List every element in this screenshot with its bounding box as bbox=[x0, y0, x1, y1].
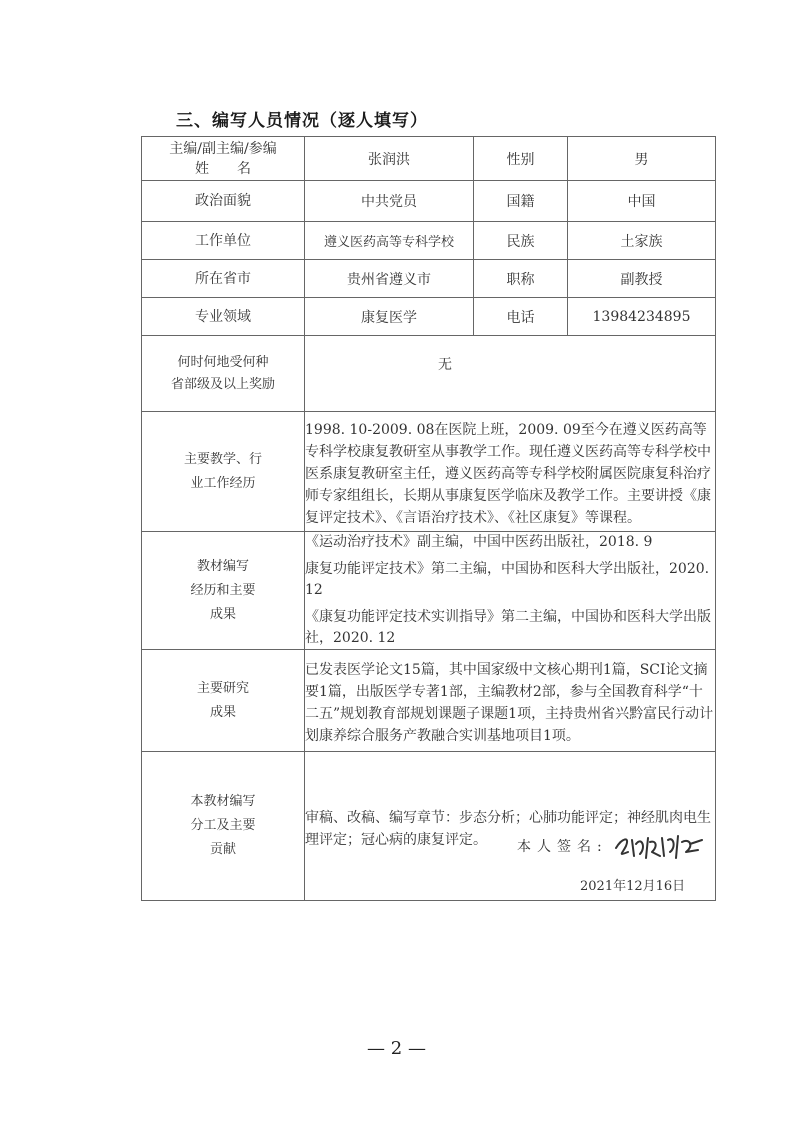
page-number: — 2 — bbox=[367, 1038, 426, 1059]
experience-label-line1: 主要教学、行 bbox=[183, 451, 262, 467]
author-info-table bbox=[141, 136, 716, 901]
name-value: 张润洪 bbox=[305, 137, 474, 181]
work-unit-value: 遵义医药高等专科学校 bbox=[305, 222, 474, 260]
work-unit-label: 工作单位 bbox=[142, 222, 305, 260]
row-name bbox=[142, 137, 716, 181]
ethnicity-label: 民族 bbox=[474, 222, 568, 260]
row-field bbox=[142, 298, 716, 336]
title-value: 副教授 bbox=[568, 260, 716, 298]
awards-label bbox=[142, 336, 305, 412]
awards-label-line1: 何时何地受何种 bbox=[177, 354, 269, 370]
row-research bbox=[142, 650, 716, 752]
awards-value: 无 bbox=[305, 336, 716, 412]
row-experience bbox=[142, 412, 716, 532]
name-label-line2: 姓 名 bbox=[195, 160, 251, 177]
handwritten-signature bbox=[612, 826, 708, 866]
phone-value: 13984234895 bbox=[568, 298, 716, 336]
gender-value: 男 bbox=[568, 137, 716, 181]
title-label: 职称 bbox=[474, 260, 568, 298]
row-awards bbox=[142, 336, 716, 412]
row-work-unit bbox=[142, 222, 716, 260]
awards-label-line2: 省部级及以上奖励 bbox=[170, 376, 275, 392]
experience-text: 1998. 10-2009. 08在医院上班，2009. 09至今在遵义医药高等专科学校康复教研室从事教学工作。现任遵义医药高等专科学校中医系康复教研室主任，遵义医药高等专科学校附属医院康复科治疗师专家组组长，长期从事康复医学临床及教学工作。主要讲授《康复评定技术》、《言语治疗技术》、《社区康复》等课程。 bbox=[305, 412, 716, 532]
political-value: 中共党员 bbox=[305, 181, 474, 222]
political-label: 政治面貌 bbox=[142, 181, 305, 222]
field-label: 专业领域 bbox=[142, 298, 305, 336]
textbooks-label-line2: 经历和主要 bbox=[190, 582, 256, 598]
research-label-line2: 成果 bbox=[209, 704, 236, 720]
section-title: 三、编写人员情况（逐人填写） bbox=[176, 111, 428, 131]
textbook-item: 《运动治疗技术》副主编，中国中医药出版社，2018. 9 bbox=[305, 534, 653, 550]
experience-label bbox=[142, 412, 305, 532]
signature-date: 2021年12月16日 bbox=[580, 879, 686, 894]
field-value: 康复医学 bbox=[305, 298, 474, 336]
experience-label-line2: 业工作经历 bbox=[190, 475, 256, 491]
row-political bbox=[142, 181, 716, 222]
division-text: 审稿、改稿、编写章节：步态分析；心肺功能评定；神经肌肉电生理评定；冠心病的康复评定。 bbox=[305, 809, 711, 848]
research-label-line1: 主要研究 bbox=[196, 680, 249, 696]
phone-label: 电话 bbox=[474, 298, 568, 336]
name-label-line1: 主编/副主编/参编 bbox=[169, 140, 277, 157]
signature-label: 本人签名: bbox=[517, 839, 608, 855]
division-label-line1: 本教材编写 bbox=[190, 794, 256, 809]
textbooks-label-line1: 教材编写 bbox=[196, 558, 249, 574]
division-label bbox=[142, 752, 305, 901]
textbooks-label bbox=[142, 532, 305, 650]
research-label bbox=[142, 650, 305, 752]
division-label-line2: 分工及主要 bbox=[190, 818, 256, 833]
row-city bbox=[142, 260, 716, 298]
textbook-item: 《康复功能评定技术实训指导》第二主编，中国协和医科大学出版社，2020. 12 bbox=[305, 609, 711, 646]
nationality-value: 中国 bbox=[568, 181, 716, 222]
nationality-label: 国籍 bbox=[474, 181, 568, 222]
row-textbooks bbox=[142, 532, 716, 650]
city-value: 贵州省遵义市 bbox=[305, 260, 474, 298]
textbook-item: 康复功能评定技术》第二主编，中国协和医科大学出版社，2020. 12 bbox=[305, 561, 710, 598]
city-label: 所在省市 bbox=[142, 260, 305, 298]
name-label bbox=[142, 137, 305, 181]
gender-label: 性别 bbox=[474, 137, 568, 181]
textbooks-list bbox=[305, 532, 716, 650]
textbooks-label-line3: 成果 bbox=[209, 606, 236, 622]
research-text: 已发表医学论文15篇，其中国家级中文核心期刊1篇，SCI论文摘要1篇，出版医学专著1部，主编教材2部，参与全国教育科学“十二五”规划教育部规划课题子课题1项，主持贵州省兴黔富民行动计划康养综合服务产教融合实训基地项目1项。 bbox=[305, 650, 716, 752]
ethnicity-value: 土家族 bbox=[568, 222, 716, 260]
division-label-line3: 贡献 bbox=[209, 842, 236, 857]
